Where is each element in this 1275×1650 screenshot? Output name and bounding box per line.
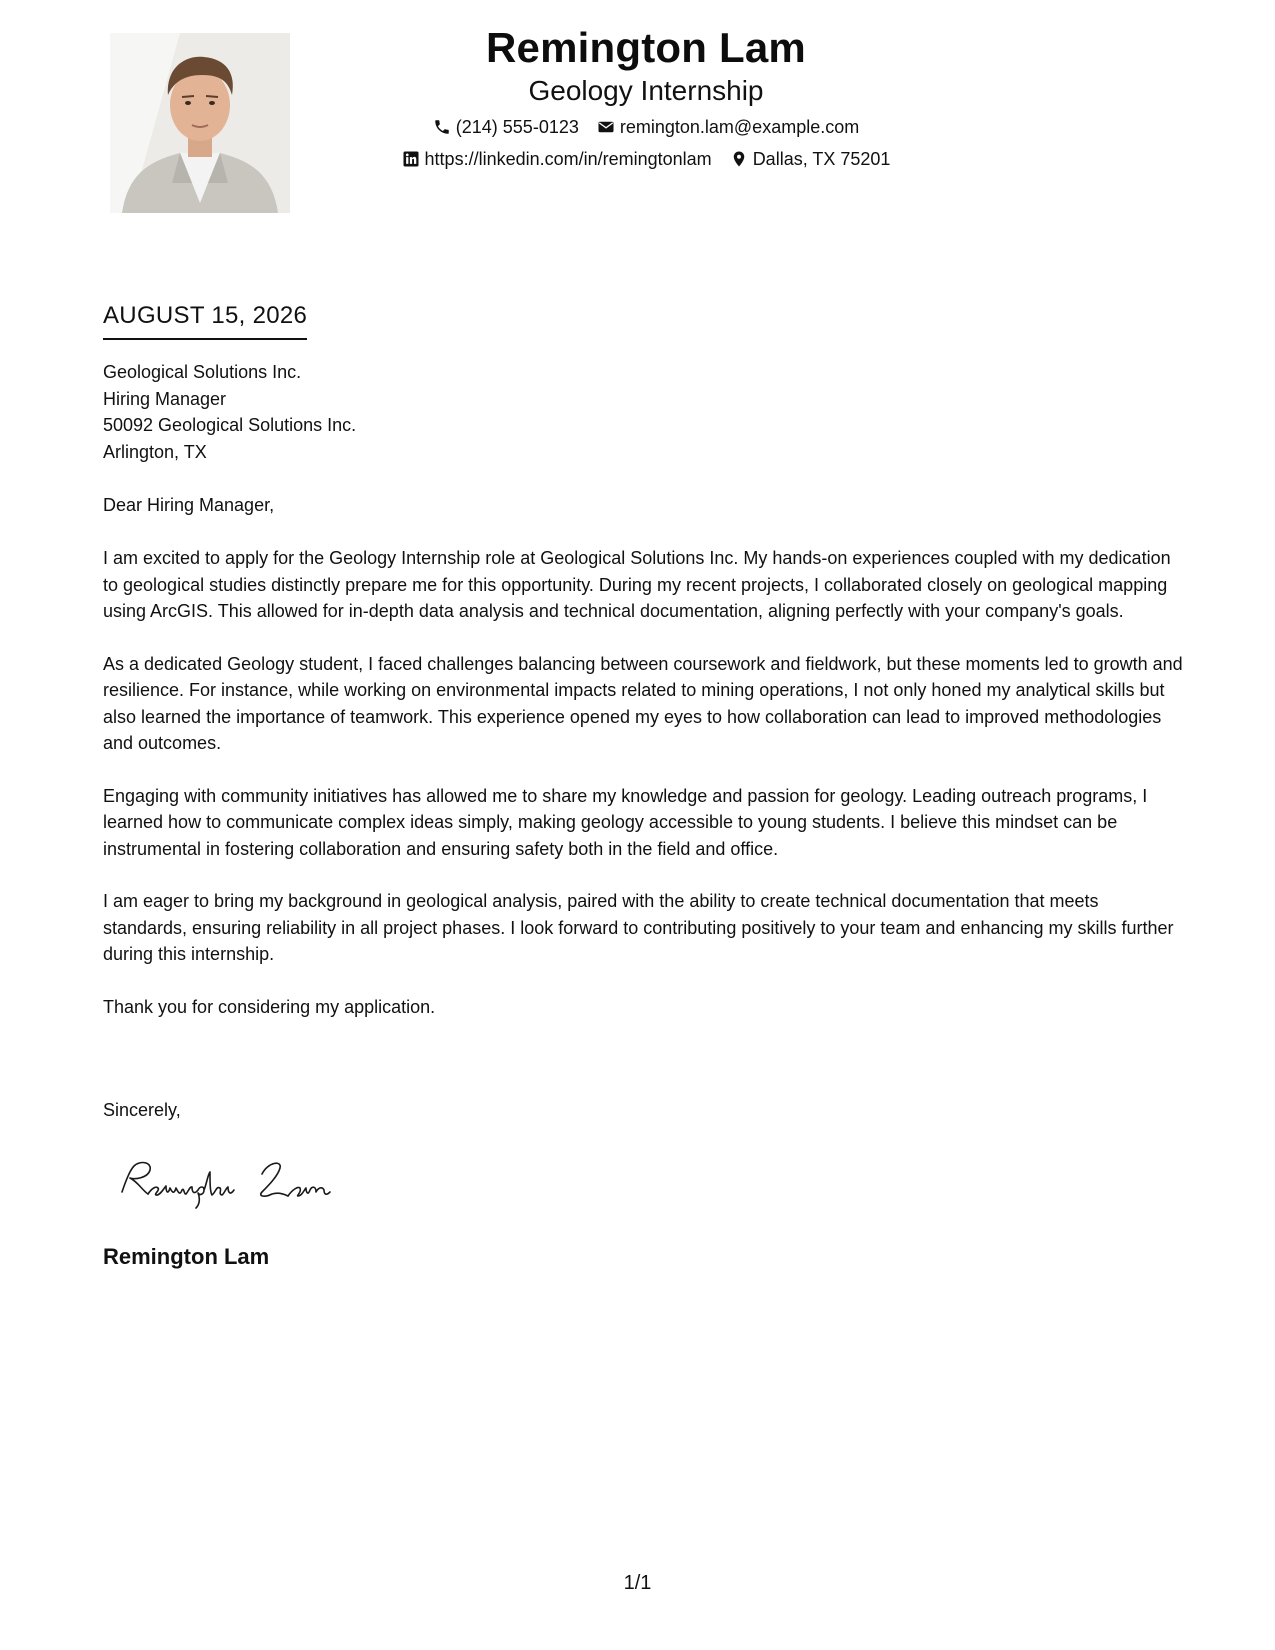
profile-photo — [110, 33, 290, 213]
contact-row-primary — [300, 114, 992, 140]
contact-email[interactable] — [597, 114, 859, 140]
email-address: remington.lam@example.com — [619, 117, 860, 137]
contact-linkedin[interactable] — [402, 146, 712, 172]
body-paragraph: I am excited to apply for the Geology Internship role at Geological Solutions Inc. My hands-on experiences coupled with my dedication to geological studies distinctly prepare me for this opportunity. During my recent projects, I collaborated closely on geological mapping using ArcGIS. This allowed for in-depth data analysis and technical documentation, aligning perfectly with your company's goals. — [103, 548, 1171, 621]
body-paragraph: Thank you for considering my application. — [103, 996, 436, 1017]
body-paragraph: As a dedicated Geology student, I faced challenges balancing between coursework and fieldwork, but these moments led to growth and resilience. For instance, while working on environmental impacts related to mining operations, I not only honed my analytical skills but also learned the importance of teamwork. This experience opened my eyes to how collaboration can lead to improved methodologies and outcomes. — [103, 653, 1183, 753]
position-title: Geology Internship — [528, 75, 764, 106]
phone-icon — [433, 118, 451, 136]
contact-row-secondary — [300, 146, 992, 172]
envelope-icon — [597, 118, 615, 136]
linkedin-url: https://linkedin.com/in/remingtonlam — [424, 149, 712, 169]
letter-header — [300, 22, 992, 172]
contact-location — [730, 146, 891, 172]
page-number: 1/1 — [623, 1572, 652, 1594]
greeting: Dear Hiring Manager, — [103, 495, 275, 515]
applicant-name: Remington Lam — [486, 24, 806, 71]
phone-number: (214) 555-0123 — [455, 117, 579, 137]
recipient-block — [103, 359, 1183, 465]
closing: Sincerely, — [103, 1100, 181, 1120]
contact-phone[interactable] — [433, 114, 579, 140]
recipient-line: Geological Solutions Inc. — [103, 362, 302, 382]
body-paragraph: Engaging with community initiatives has allowed me to share my knowledge and passion for geology. Leading outreach programs, I learned how to communicate complex ideas simply, making geology accessible to young students. I believe this mindset can be instrumental in fostering collaboration and ensuring safety both in the field and office. — [103, 785, 1148, 859]
body-paragraph: I am eager to bring my background in geological analysis, paired with the ability to create technical documentation that meets standards, ensuring reliability in all project phases. I look forward to contributing positively to your team and enhancing my skills further during this internship. — [103, 891, 1174, 964]
signer-name: Remington Lam — [103, 1244, 270, 1269]
recipient-line: Hiring Manager — [103, 388, 227, 409]
location-text: Dallas, TX 75201 — [752, 149, 891, 169]
recipient-line: Arlington, TX — [103, 441, 207, 462]
map-marker-icon — [730, 150, 748, 168]
handwritten-signature — [112, 1152, 362, 1212]
letter-body — [103, 545, 1183, 1046]
recipient-line: 50092 Geological Solutions Inc. — [103, 415, 357, 435]
letter-date: AUGUST 15, 2026 — [103, 300, 307, 340]
linkedin-icon — [402, 150, 420, 168]
